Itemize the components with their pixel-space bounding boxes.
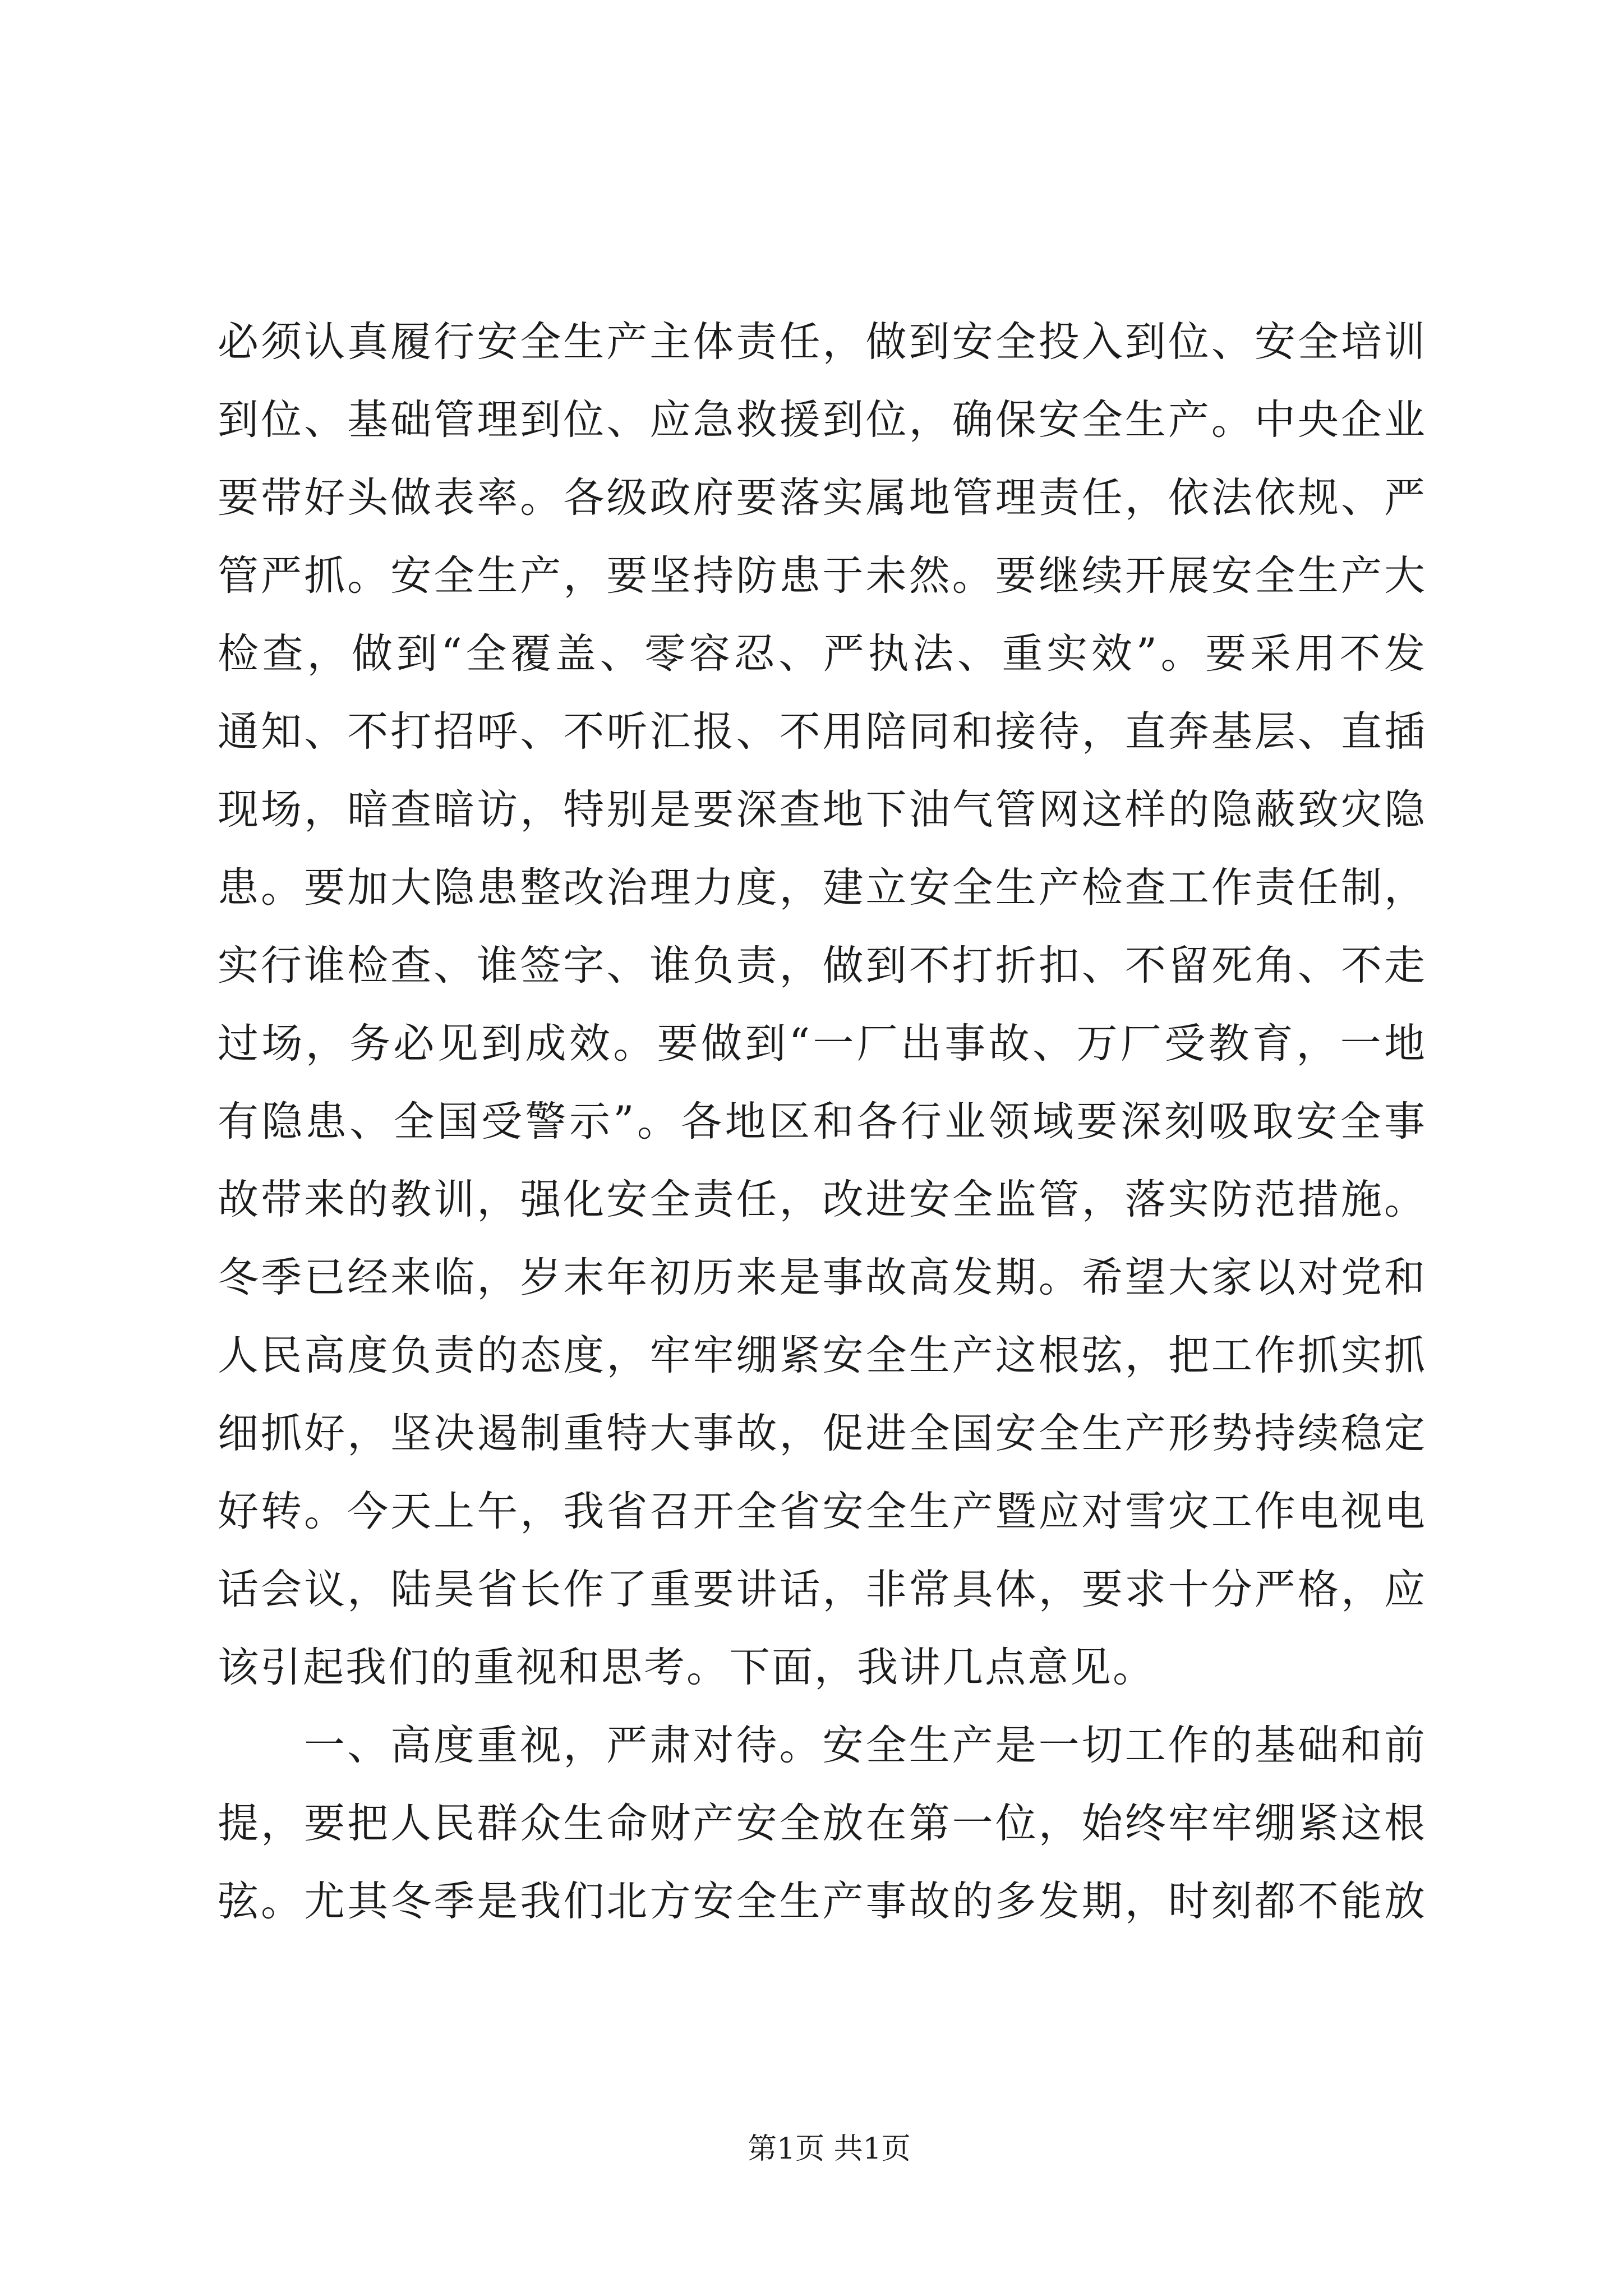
text-line: 弦。尤其冬季是我们北方安全生产事故的多发期，时刻都不能放 — [218, 1878, 1427, 1925]
text-line: 到位、基础管理到位、应急救援到位，确保安全生产。中央企业 — [218, 396, 1427, 444]
text-line: 故带来的教训，强化安全责任，改进安全监管，落实防范措施。 — [218, 1176, 1427, 1223]
document-body — [218, 303, 1427, 1940]
text-line: 冬季已经来临，岁末年初历来是事故高发期。希望大家以对党和 — [218, 1254, 1427, 1301]
text-line: 话会议，陆昊省长作了重要讲话，非常具体，要求十分严格，应 — [218, 1566, 1427, 1613]
text-line: 该引起我们的重视和思考。下面，我讲几点意见。 — [218, 1644, 1155, 1691]
text-line: 患。要加大隐患整改治理力度，建立安全生产检查工作责任制， — [218, 864, 1427, 912]
text-line: 现场，暗查暗访，特别是要深查地下油气管网这样的隐蔽致灾隐 — [218, 786, 1427, 834]
text-line: 好转。今天上午，我省召开全省安全生产暨应对雪灾工作电视电 — [218, 1488, 1427, 1535]
text-line: 人民高度负责的态度，牢牢绷紧安全生产这根弦，把工作抓实抓 — [218, 1332, 1427, 1379]
paragraph — [218, 303, 1427, 1706]
text-line: 一、高度重视，严肃对待。安全生产是一切工作的基础和前 — [304, 1722, 1427, 1769]
text-line: 提，要把人民群众生命财产安全放在第一位，始终牢牢绷紧这根 — [218, 1800, 1427, 1847]
text-line: 管严抓。安全生产，要坚持防患于未然。要继续开展安全生产大 — [218, 552, 1427, 600]
page-footer: 第1页 共1页 — [748, 2132, 911, 2166]
text-line: 细抓好，坚决遏制重特大事故，促进全国安全生产形势持续稳定 — [218, 1410, 1427, 1457]
text-line: 通知、不打招呼、不听汇报、不用陪同和接待，直奔基层、直插 — [218, 708, 1427, 756]
text-line: 有隐患、全国受警示”。各地区和各行业领域要深刻吸取安全事 — [218, 1098, 1427, 1145]
text-line: 要带好头做表率。各级政府要落实属地管理责任，依法依规、严 — [218, 474, 1427, 522]
text-line: 过场，务必见到成效。要做到“一厂出事故、万厂受教育，一地 — [218, 1020, 1427, 1068]
text-line: 实行谁检查、谁签字、谁负责，做到不打折扣、不留死角、不走 — [218, 942, 1427, 990]
text-line: 检查，做到“全覆盖、零容忍、严执法、重实效”。要采用不发 — [218, 630, 1427, 678]
paragraph — [218, 1706, 1427, 1940]
text-line: 必须认真履行安全生产主体责任，做到安全投入到位、安全培训 — [218, 318, 1427, 366]
